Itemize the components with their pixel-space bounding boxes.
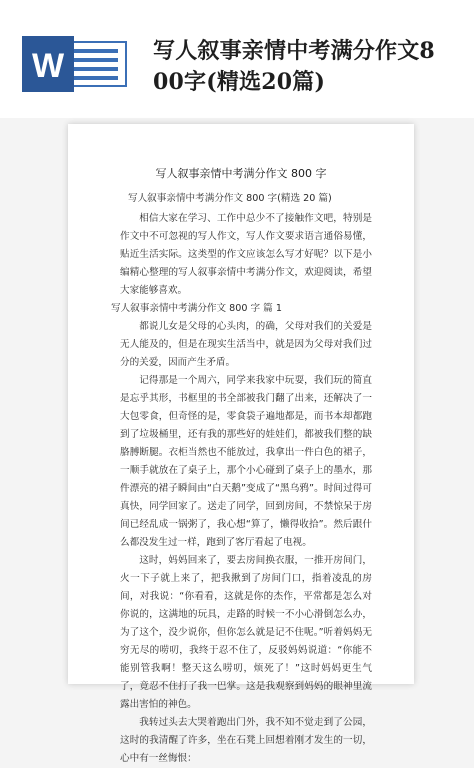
body-paragraph: 这时，妈妈回来了，要去房间换衣服，一推开房间门，火一下子就上来了，把我揪到了房间门口，指着凌乱的房间，对我说：“你看看，这就是你的杰作，平常都是怎么对你说的，这满地的玩具，走路的时候一不小心滑倒怎么办，为了这个，没少说你，但你怎么就是记不住呢。”听着妈妈无穷无尽的唠叨，我终于忍不住了，反驳妈妈说道：“你能不能别管我啊！整天这么唠叨，烦死了！”这时妈妈更生气了，竟忍不住打了我一巴掌。这是我观察到妈妈的眼神里流露出害怕的神色。 (120, 555, 372, 710)
word-letter: W (31, 47, 65, 85)
body-paragraph: 我转过头去大哭着跑出门外，我不知不觉走到了公园，这时的我清醒了许多，坐在石凳上回想着刚才发生的一切，心中有一丝悔恨： (120, 717, 372, 764)
title-line-1: 写人叙事亲情中考满分作文8 (153, 38, 435, 64)
word-doc-icon (22, 36, 132, 92)
page-heading: 写人叙事亲情中考满分作文 800 字 (155, 167, 327, 180)
body-paragraph: 记得那是一个周六，同学来我家中玩耍，我们玩的简直是忘乎其形，书框里的书全部被我门翻了出来，还解决了一大包零食，但奇怪的是，零食袋子遍地都是，而书本却都跑到了垃圾桶里，还有我的那些好的娃娃们，都被我们整的缺胳膊断腿。衣柜当然也不能放过，我拿出一件白色的裙子，一顺手就放在了桌子上，那个小心碰到了桌子上的墨水，那件漂亮的裙子瞬间由“白天鹅”变成了“黑乌鸦”。时间过得可真快，同学回家了。送走了同学，回到房间，不禁惊呆于房间已经乱成一锅粥了，我心想“算了，懒得收拾”。然后跟什么都没发生过一样，跑到了客厅看起了电视。 (120, 375, 372, 548)
title-line-2: 00字(精选20篇) (153, 69, 326, 95)
document-title (153, 36, 453, 98)
document-subtitle: 写人叙事亲情中考满分作文 800 字(精选 20 篇) (128, 193, 332, 204)
document-page (68, 124, 414, 764)
body-paragraph: 都说儿女是父母的心头肉，的确，父母对我们的关爱是无人能及的，但是在现实生活当中，就是因为父母对我们过分的关爱，因而产生矛盾。 (120, 321, 372, 368)
document-body (111, 190, 372, 768)
intro-paragraph: 相信大家在学习、工作中总少不了接触作文吧，特别是作文中不可忽视的写人作文，写人作文要求语言通俗易懂，贴近生活实际。这类型的作文应该怎么写才好呢？以下是小编精心整理的写人叙事亲情中考满分作文，欢迎阅读，希望大家能够喜欢。 (120, 213, 372, 296)
section-title: 写人叙事亲情中考满分作文 800 字 篇 1 (111, 303, 282, 314)
